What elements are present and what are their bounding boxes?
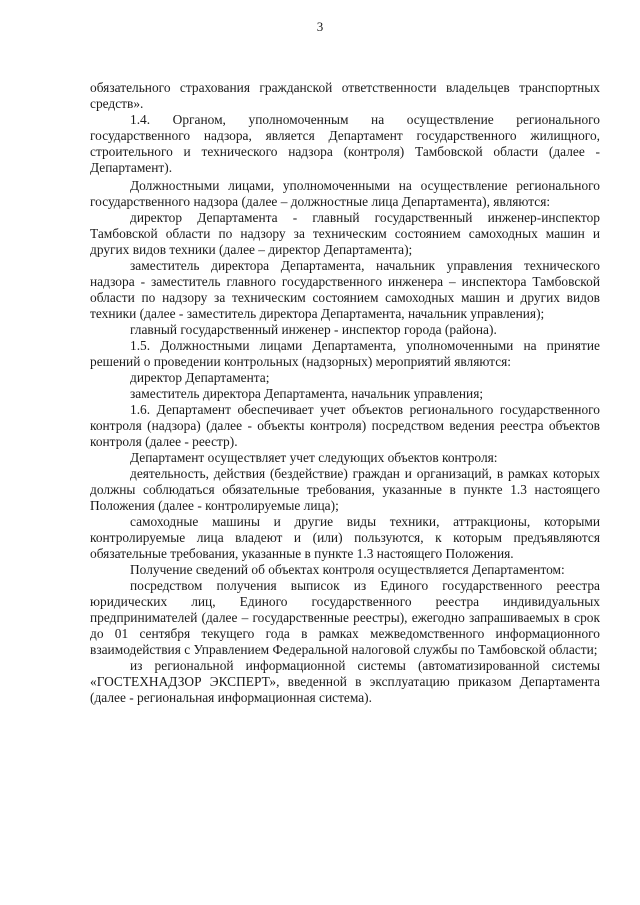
paragraph: Департамент осуществляет учет следующих объектов контроля: [130, 450, 498, 465]
paragraph: 1.4. Органом, уполномоченным на осуществление регионального государственного надзора, является Департамент государственного жилищного, строительного и технического надзора (контроля) Тамбовской области (далее - Департамент). [90, 112, 600, 175]
paragraph: обязательного страхования гражданской ответственности владельцев транспортных средств». [90, 80, 600, 111]
page-number: 3 [316, 19, 324, 34]
paragraph: самоходные машины и другие виды техники, аттракционы, которыми контролируемые лица владеют и (или) пользуются, к которым предъявляются обязательные требования, указанные в пункте 1.3 настоящего Положения. [90, 514, 600, 561]
paragraph: 1.5. Должностными лицами Департамента, уполномоченными на принятие решений о проведении контрольных (надзорных) мероприятий являются: [90, 338, 600, 369]
paragraph: директор Департамента - главный государственный инженер-инспектор Тамбовской области по надзору за техническим состоянием самоходных машин и других видов техники (далее – директор Департамента); [90, 210, 600, 257]
paragraph: заместитель директора Департамента, начальник управления; [130, 386, 484, 401]
paragraph: главный государственный инженер - инспектор города (района). [130, 322, 497, 337]
paragraph: посредством получения выписок из Единого государственного реестра юридических лиц, Единого государственного реестра индивидуальных предпринимателей (далее – государственные реестры), ежегодно запрашиваемых в срок до 01 сентября текущего года в рамках межведомственного информационного взаимодействия с Управлением Федеральной налоговой службы по Тамбовской области; [90, 578, 600, 657]
paragraph: деятельность, действия (бездействие) граждан и организаций, в рамках которых должны соблюдаться обязательные требования, указанные в пункте 1.3 настоящего Положения (далее - контролируемые лица); [90, 466, 600, 513]
paragraph: из региональной информационной системы (автоматизированной системы «ГОСТЕХНАДЗОР ЭКСПЕРТ», введенной в эксплуатацию приказом Департамента (далее - региональная информационная система). [90, 658, 600, 705]
paragraph: заместитель директора Департамента, начальник управления технического надзора - заместитель главного государственного инженера – инспектора Тамбовской области по надзору за техническим состоянием самоходных машин и других видов техники (далее - заместитель директора Департамента, начальник управления); [90, 258, 600, 321]
paragraph: Получение сведений об объектах контроля осуществляется Департаментом: [130, 562, 565, 577]
document-body [90, 80, 600, 706]
paragraph: 1.6. Департамент обеспечивает учет объектов регионального государственного контроля (надзора) (далее - объекты контроля) посредством ведения реестра объектов контроля (далее - реестр). [90, 402, 600, 449]
paragraph: директор Департамента; [130, 370, 270, 385]
paragraph: Должностными лицами, уполномоченными на осуществление регионального государственного надзора (далее – должностные лица Департамента), являются: [90, 178, 600, 209]
